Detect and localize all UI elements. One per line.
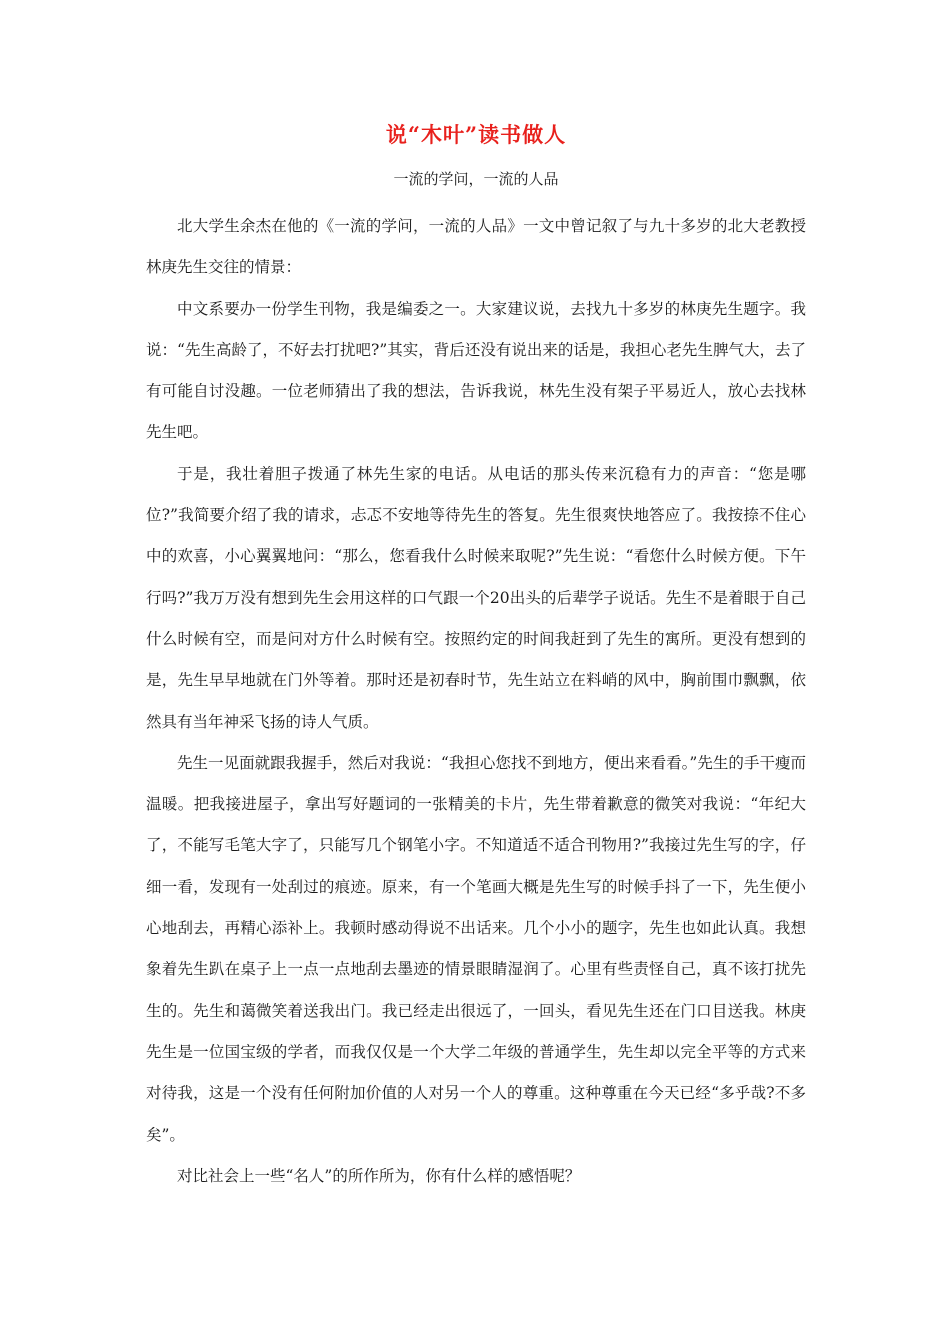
document-title: 说“木叶”读书做人 <box>385 122 567 147</box>
document-page <box>146 118 806 1197</box>
paragraph-phone-call: 于是，我壮着胆子拨通了林先生家的电话。从电话的那头传来沉稳有力的声音：“您是哪位?”我简要介绍了我的请求，忐忑不安地等待先生的答复。先生很爽快地答应了。我按捺不住心中的欢喜，小心翼翼地问：“那么，您看我什么时候来取呢?”先生说：“看您什么时候方便。下午行吗?”我万万没有想到先生会用这样的口气跟一个20出头的后辈学子说话。先生不是着眼于自己什么时候有空，而是问对方什么时候有空。按照约定的时间我赶到了先生的寓所。更没有想到的是，先生早早地就在门外等着。那时还是初春时节，先生站立在料峭的风中，胸前围巾飘飘，依然具有当年神采飞扬的诗人气质。 <box>146 464 806 731</box>
document-subtitle: 一流的学问，一流的人品 <box>393 170 559 188</box>
paragraph-editorial: 中文系要办一份学生刊物，我是编委之一。大家建议说，去找九十多岁的林庚先生题字。我说：“先生高龄了，不好去打扰吧?”其实，背后还没有说出来的话是，我担心老先生脾气大，去了有可能自讨没趣。一位老师猜出了我的想法，告诉我说，林先生没有架子平易近人，放心去找林先生吧。 <box>146 299 806 442</box>
paragraph-meeting: 先生一见面就跟我握手，然后对我说：“我担心您找不到地方，便出来看看。”先生的手干瘦而温暖。把我接进屋子，拿出写好题词的一张精美的卡片，先生带着歉意的微笑对我说：“年纪大了，不能写毛笔大字了，只能写几个钢笔小字。不知道适不适合刊物用?”我接过先生写的字，仔细一看，发现有一处刮过的痕迹。原来，有一个笔画大概是先生写的时候手抖了一下，先生便小心地刮去，再精心添补上。我顿时感动得说不出话来。几个小小的题字，先生也如此认真。我想象着先生趴在桌子上一点一点地刮去墨迹的情景眼睛湿润了。心里有些责怪自己，真不该打扰先生的。先生和蔼微笑着送我出门。我已经走出很远了，一回头，看见先生还在门口目送我。林庚先生是一位国宝级的学者，而我仅仅是一个大学二年级的普通学生，先生却以完全平等的方式来对待我，这是一个没有任何附加价值的人对另一个人的尊重。这种尊重在今天已经“多乎哉?不多矣”。 <box>146 753 806 1144</box>
paragraph-question: 对比社会上一些“名人”的所作所为，你有什么样的感悟呢？ <box>177 1166 581 1185</box>
paragraph-intro: 北大学生余杰在他的《一流的学问，一流的人品》一文中曾记叙了与九十多岁的北大老教授林庚先生交往的情景： <box>146 217 806 277</box>
